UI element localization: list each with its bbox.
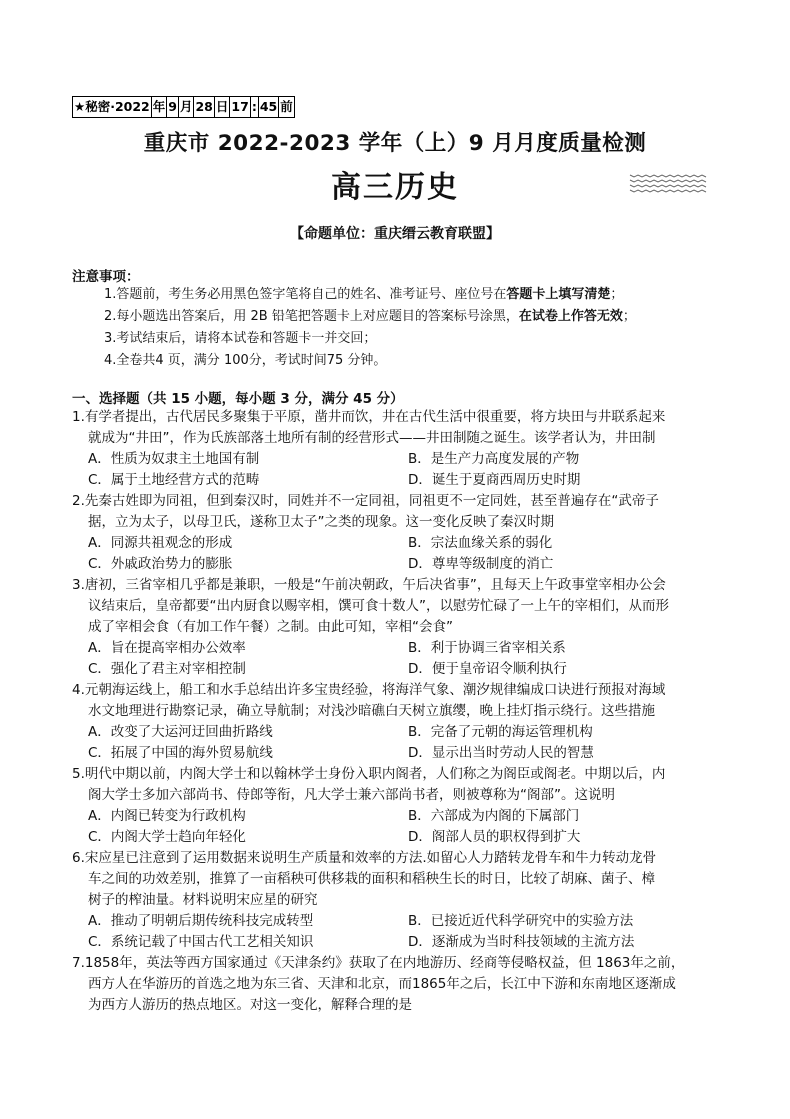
confidential-part: 9 [166,96,179,118]
confidential-part: ★秘密·2022 [72,96,152,118]
question-6-stem: 车之间的功效差别，推算了一亩稻秧可供移栽的面积和稻秧生长的时日，比较了胡麻、菌子、樟 [88,871,655,887]
question-3-stem: 成了宰相会食（有加工作午餐）之制。由此可知，宰相“会食” [88,619,453,635]
notice-text: ； [622,309,636,324]
watermark-stamp-icon [628,172,712,194]
question-1-option-a: A．性质为奴隶主土地国有制 [88,451,260,467]
confidential-part: : [250,96,259,118]
section-title: 一、选择题（共 15 小题，每小题 3 分，满分 45 分） [72,391,404,407]
question-5-stem: 阁大学士多加六部尚书、侍郎等衔，凡大学士兼六部尚书者，则被尊称为“阁部”。这说明 [88,787,615,803]
question-5-option-a: A．内阁已转变为行政机构 [88,808,246,824]
question-4-option-d: D．显示出当时劳动人民的智慧 [408,745,594,761]
confidential-part: 45 [258,96,279,118]
notice-item: 3.考试结束后，请将本试卷和答题卡一并交回； [104,331,377,346]
confidential-part: 月 [178,96,195,118]
question-2-option-b: B．宗法血缘关系的弱化 [408,535,553,551]
question-1-option-d: D．诞生于夏商西周历史时期 [408,472,581,488]
question-2-option-c: C．外戚政治势力的膨胀 [88,556,233,572]
exam-unit: 【命题单位：重庆缙云教育联盟】 [290,226,500,242]
confidential-part: 日 [214,96,231,118]
question-4-stem: 水文地理进行勘察记录，确立导航制；对浅沙暗礁白天树立旗缨，晚上挂灯指示绕行。这些措施 [88,703,655,719]
confidential-part: 前 [278,96,295,118]
question-3-stem: 议结束后，皇帝都要“出内厨食以赐宰相，馔可食十数人”，以慰劳忙碌了一上午的宰相们，从而形 [88,598,669,614]
question-1-option-c: C．属于土地经营方式的范畴 [88,472,260,488]
question-6-option-d: D．逐渐成为当时科技领域的主流方法 [408,934,635,950]
confidential-notice [72,96,294,116]
exam-title: 重庆市 2022-2023 学年（上）9 月月度质量检测 [143,131,647,156]
notice-title: 注意事项： [72,269,140,285]
question-1-stem: 就成为“井田”，作为氏族部落土地所有制的经营形式——井田制随之诞生。该学者认为，井田制 [88,430,656,446]
question-6-stem: 树子的榨油量。材料说明宋应星的研究 [88,892,318,908]
notice-text: ； [610,287,624,302]
question-1-stem: 1.有学者提出，古代居民多聚集于平原，凿井而饮，井在古代生活中很重要，将方块田与井联系起来 [72,409,666,425]
notice-emphasis: 在试卷上作答无效 [518,309,623,324]
question-6-option-a: A．推动了明朝后期传统科技完成转型 [88,913,314,929]
question-7-stem: 为西方人游历的热点地区。对这一变化，解释合理的是 [88,997,412,1013]
notice-text: 1.答题前，考生务必用黑色签字笔将自己的姓名、准考证号、座位号在 [104,287,507,302]
question-2-stem: 据，立为太子，以母卫氏，遂称卫太子”之类的现象。这一变化反映了秦汉时期 [88,514,554,530]
question-5-option-d: D．阁部人员的职权得到扩大 [408,829,581,845]
notice-item [104,306,636,328]
question-7-stem: 西方人在华游历的首选之地为东三省、天津和北京，而1865年之后，长江中下游和东南地区逐渐成 [88,976,676,992]
notice-text: 2.每小题选出答案后，用 2B 铅笔把答题卡上对应题目的答案标号涂黑， [104,309,519,324]
question-5-option-c: C．内阁大学士趋向年轻化 [88,829,246,845]
notice-item [104,284,623,306]
question-3-option-a: A．旨在提高宰相办公效率 [88,640,246,656]
question-4-option-a: A．改变了大运河迂回曲折路线 [88,724,273,740]
question-2-stem: 2.先秦古姓即为同祖，但到秦汉时，同姓并不一定同祖，同祖更不一定同姓，甚至普遍存在“武帝子 [72,493,659,509]
question-6-stem: 6.宋应星已注意到了运用数据来说明生产质量和效率的方法.如留心人力踏转龙骨车和牛力转动龙骨 [72,850,657,866]
question-4-option-c: C．拓展了中国的海外贸易航线 [88,745,273,761]
question-5-option-b: B．六部成为内阁的下属部门 [408,808,580,824]
question-4-stem: 4.元朝海运线上，船工和水手总结出许多宝贵经验，将海洋气象、潮汐规律编成口诀进行预报对海域 [72,682,666,698]
notice-item: 4.全卷共4 页，满分 100分，考试时间75 分钟。 [104,353,387,368]
question-6-option-c: C．系统记载了中国古代工艺相关知识 [88,934,314,950]
question-3-option-d: D．便于皇帝诏令顺利执行 [408,661,567,677]
question-6-option-b: B．已接近近代科学研究中的实验方法 [408,913,634,929]
question-7-stem: 7.1858年，英法等西方国家通过《天津条约》获取了在内地游历、经商等侵略权益，但 1863年之前， [72,955,685,971]
question-3-stem: 3.唐初，三省宰相几乎都是兼职，一般是“午前决朝政，午后决省事”，且每天上午政事堂宰相办公会 [72,577,666,593]
question-3-option-c: C．强化了君主对宰相控制 [88,661,246,677]
confidential-part: 28 [193,96,214,118]
question-4-option-b: B．完备了元朝的海运管理机构 [408,724,593,740]
question-2-option-a: A．同源共祖观念的形成 [88,535,233,551]
confidential-part: 年 [151,96,168,118]
exam-subject: 高三历史 [331,170,459,205]
question-2-option-d: D．尊卑等级制度的消亡 [408,556,554,572]
confidential-part: 17 [229,96,250,118]
question-1-option-b: B．是生产力高度发展的产物 [408,451,580,467]
question-5-stem: 5.明代中期以前，内阁大学士和以翰林学士身份入职内阁者，人们称之为阁臣或阁老。中期以后，内 [72,766,666,782]
question-3-option-b: B．利于协调三省宰相关系 [408,640,566,656]
notice-emphasis: 答题卡上填写清楚 [506,287,611,302]
